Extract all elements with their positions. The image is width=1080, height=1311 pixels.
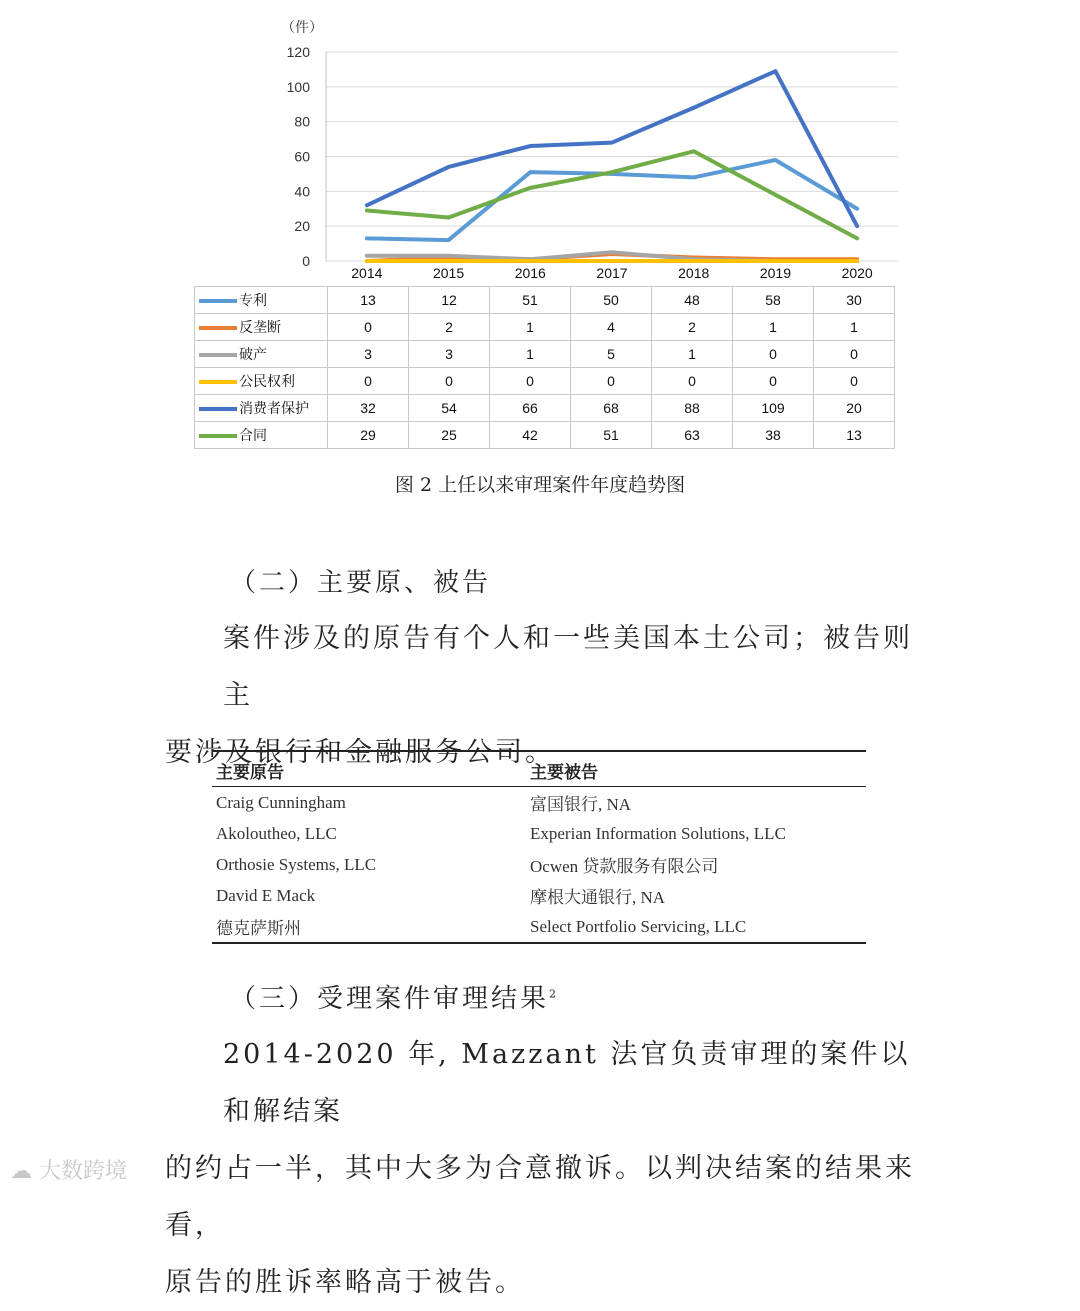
defendant-cell: 摩根大通银行, NA <box>530 888 666 907</box>
data-table-row <box>195 422 895 449</box>
data-value-cell: 1 <box>490 341 571 368</box>
footnote-marker: 2 <box>549 987 557 1001</box>
table-row <box>212 818 866 849</box>
legend-key-icon <box>199 326 237 330</box>
data-value-cell: 5 <box>571 341 652 368</box>
data-value-cell: 38 <box>733 422 814 449</box>
data-table-row <box>195 341 895 368</box>
chart-figure <box>190 10 910 460</box>
x-tick-label: 2014 <box>351 265 383 281</box>
data-value-cell: 0 <box>814 368 895 395</box>
series-line <box>367 71 857 226</box>
paragraph-line: 案件涉及的原告有个人和一些美国本土公司；被告则主 <box>223 623 913 711</box>
legend-key-icon <box>199 380 237 384</box>
data-value-cell: 32 <box>328 395 409 422</box>
data-table-row <box>195 395 895 422</box>
legend-cell <box>195 422 328 449</box>
legend-cell <box>195 395 328 422</box>
data-value-cell: 0 <box>328 368 409 395</box>
legend-key-icon <box>199 434 237 438</box>
data-value-cell: 1 <box>814 314 895 341</box>
legend-cell <box>195 314 328 341</box>
data-value-cell: 2 <box>652 314 733 341</box>
section-heading-parties: （二）主要原、被告 <box>230 568 492 598</box>
data-value-cell: 68 <box>571 395 652 422</box>
plaintiff-cell: Craig Cunningham <box>216 792 346 812</box>
data-value-cell: 0 <box>814 341 895 368</box>
legend-key-icon <box>199 353 237 357</box>
data-value-cell: 48 <box>652 287 733 314</box>
y-tick-label: 20 <box>294 218 310 235</box>
chart-data-table <box>194 286 895 449</box>
legend-label: 破产 <box>239 346 267 362</box>
y-tick-label: 100 <box>286 78 310 95</box>
y-tick-label: 40 <box>294 183 310 200</box>
defendant-cell: Ocwen 贷款服务有限公司 <box>530 857 719 876</box>
legend-label: 公民权利 <box>239 373 295 389</box>
defendant-cell: 富国银行, NA <box>530 795 632 814</box>
line-chart <box>190 10 910 286</box>
y-tick-label: 120 <box>286 44 310 60</box>
data-value-cell: 13 <box>814 422 895 449</box>
legend-key-icon <box>199 299 237 303</box>
data-table-row <box>195 368 895 395</box>
x-tick-label: 2019 <box>759 265 792 281</box>
data-value-cell: 0 <box>733 341 814 368</box>
defendant-cell: Select Portfolio Servicing, LLC <box>530 916 747 936</box>
data-value-cell: 0 <box>571 368 652 395</box>
data-value-cell: 51 <box>571 422 652 449</box>
legend-cell <box>195 287 328 314</box>
table-header-row <box>212 751 866 787</box>
data-value-cell: 25 <box>409 422 490 449</box>
table-row <box>212 911 866 943</box>
data-value-cell: 13 <box>328 287 409 314</box>
table-row <box>212 880 866 911</box>
y-axis-unit: （件） <box>281 20 323 36</box>
plaintiff-cell: Orthosie Systems, LLC <box>216 854 377 874</box>
data-value-cell: 3 <box>328 341 409 368</box>
x-tick-label: 2020 <box>841 265 873 281</box>
data-value-cell: 0 <box>490 368 571 395</box>
table-row <box>212 849 866 880</box>
paragraph-line: 原告的胜诉率略高于被告。 <box>165 1267 525 1298</box>
data-value-cell: 0 <box>409 368 490 395</box>
legend-cell <box>195 341 328 368</box>
plaintiff-cell: Akoloutheo, LLC <box>216 823 337 843</box>
legend-label: 专利 <box>239 292 267 308</box>
legend-label: 反垄断 <box>239 319 281 335</box>
data-table-row <box>195 314 895 341</box>
paragraph-line: 要涉及银行和金融服务公司。 <box>165 737 555 768</box>
table-row <box>212 787 866 819</box>
data-value-cell: 1 <box>733 314 814 341</box>
data-value-cell: 30 <box>814 287 895 314</box>
data-value-cell: 0 <box>328 314 409 341</box>
paragraph-line: 2014-2020 年, Mazzant 法官负责审理的案件以和解结案 <box>223 1039 911 1127</box>
results-paragraph <box>165 1026 925 1311</box>
data-value-cell: 0 <box>652 368 733 395</box>
paragraph-line: 的约占一半，其中大多为合意撤诉。以判决结案的结果来看， <box>165 1153 915 1241</box>
data-value-cell: 42 <box>490 422 571 449</box>
data-value-cell: 58 <box>733 287 814 314</box>
legend-cell <box>195 368 328 395</box>
data-value-cell: 66 <box>490 395 571 422</box>
x-tick-label: 2015 <box>432 265 465 281</box>
data-value-cell: 51 <box>490 287 571 314</box>
figure-caption: 图 2 上任以来审理案件年度趋势图 <box>394 474 686 496</box>
legend-label: 合同 <box>239 427 267 443</box>
watermark-text: 大数跨境 <box>39 1159 128 1184</box>
legend-label: 消费者保护 <box>239 400 309 416</box>
data-value-cell: 50 <box>571 287 652 314</box>
data-value-cell: 88 <box>652 395 733 422</box>
section-heading-results <box>230 978 556 1015</box>
data-value-cell: 12 <box>409 287 490 314</box>
data-value-cell: 3 <box>409 341 490 368</box>
y-tick-label: 60 <box>294 148 310 165</box>
y-tick-label: 80 <box>294 113 310 130</box>
x-tick-label: 2018 <box>678 265 710 281</box>
plaintiff-cell: 德克萨斯州 <box>216 919 301 938</box>
data-value-cell: 0 <box>733 368 814 395</box>
plaintiff-cell: David E Mack <box>216 885 316 905</box>
y-tick-label: 0 <box>302 253 310 269</box>
weibo-logo-icon: ☁ <box>10 1159 32 1184</box>
data-value-cell: 29 <box>328 422 409 449</box>
data-value-cell: 1 <box>652 341 733 368</box>
parties-table <box>212 750 866 944</box>
data-value-cell: 2 <box>409 314 490 341</box>
defendant-header: 主要被告 <box>526 751 866 787</box>
x-tick-label: 2016 <box>514 265 546 281</box>
section-heading-text: （三）受理案件审理结果 <box>230 984 550 1014</box>
legend-key-icon <box>199 407 237 411</box>
defendant-cell: Experian Information Solutions, LLC <box>530 823 786 843</box>
plaintiff-header: 主要原告 <box>212 751 526 787</box>
data-value-cell: 4 <box>571 314 652 341</box>
data-value-cell: 1 <box>490 314 571 341</box>
x-tick-label: 2017 <box>596 265 628 281</box>
data-value-cell: 109 <box>733 395 814 422</box>
watermark <box>10 1154 127 1185</box>
data-table-row <box>195 287 895 314</box>
data-value-cell: 54 <box>409 395 490 422</box>
data-value-cell: 63 <box>652 422 733 449</box>
data-value-cell: 20 <box>814 395 895 422</box>
